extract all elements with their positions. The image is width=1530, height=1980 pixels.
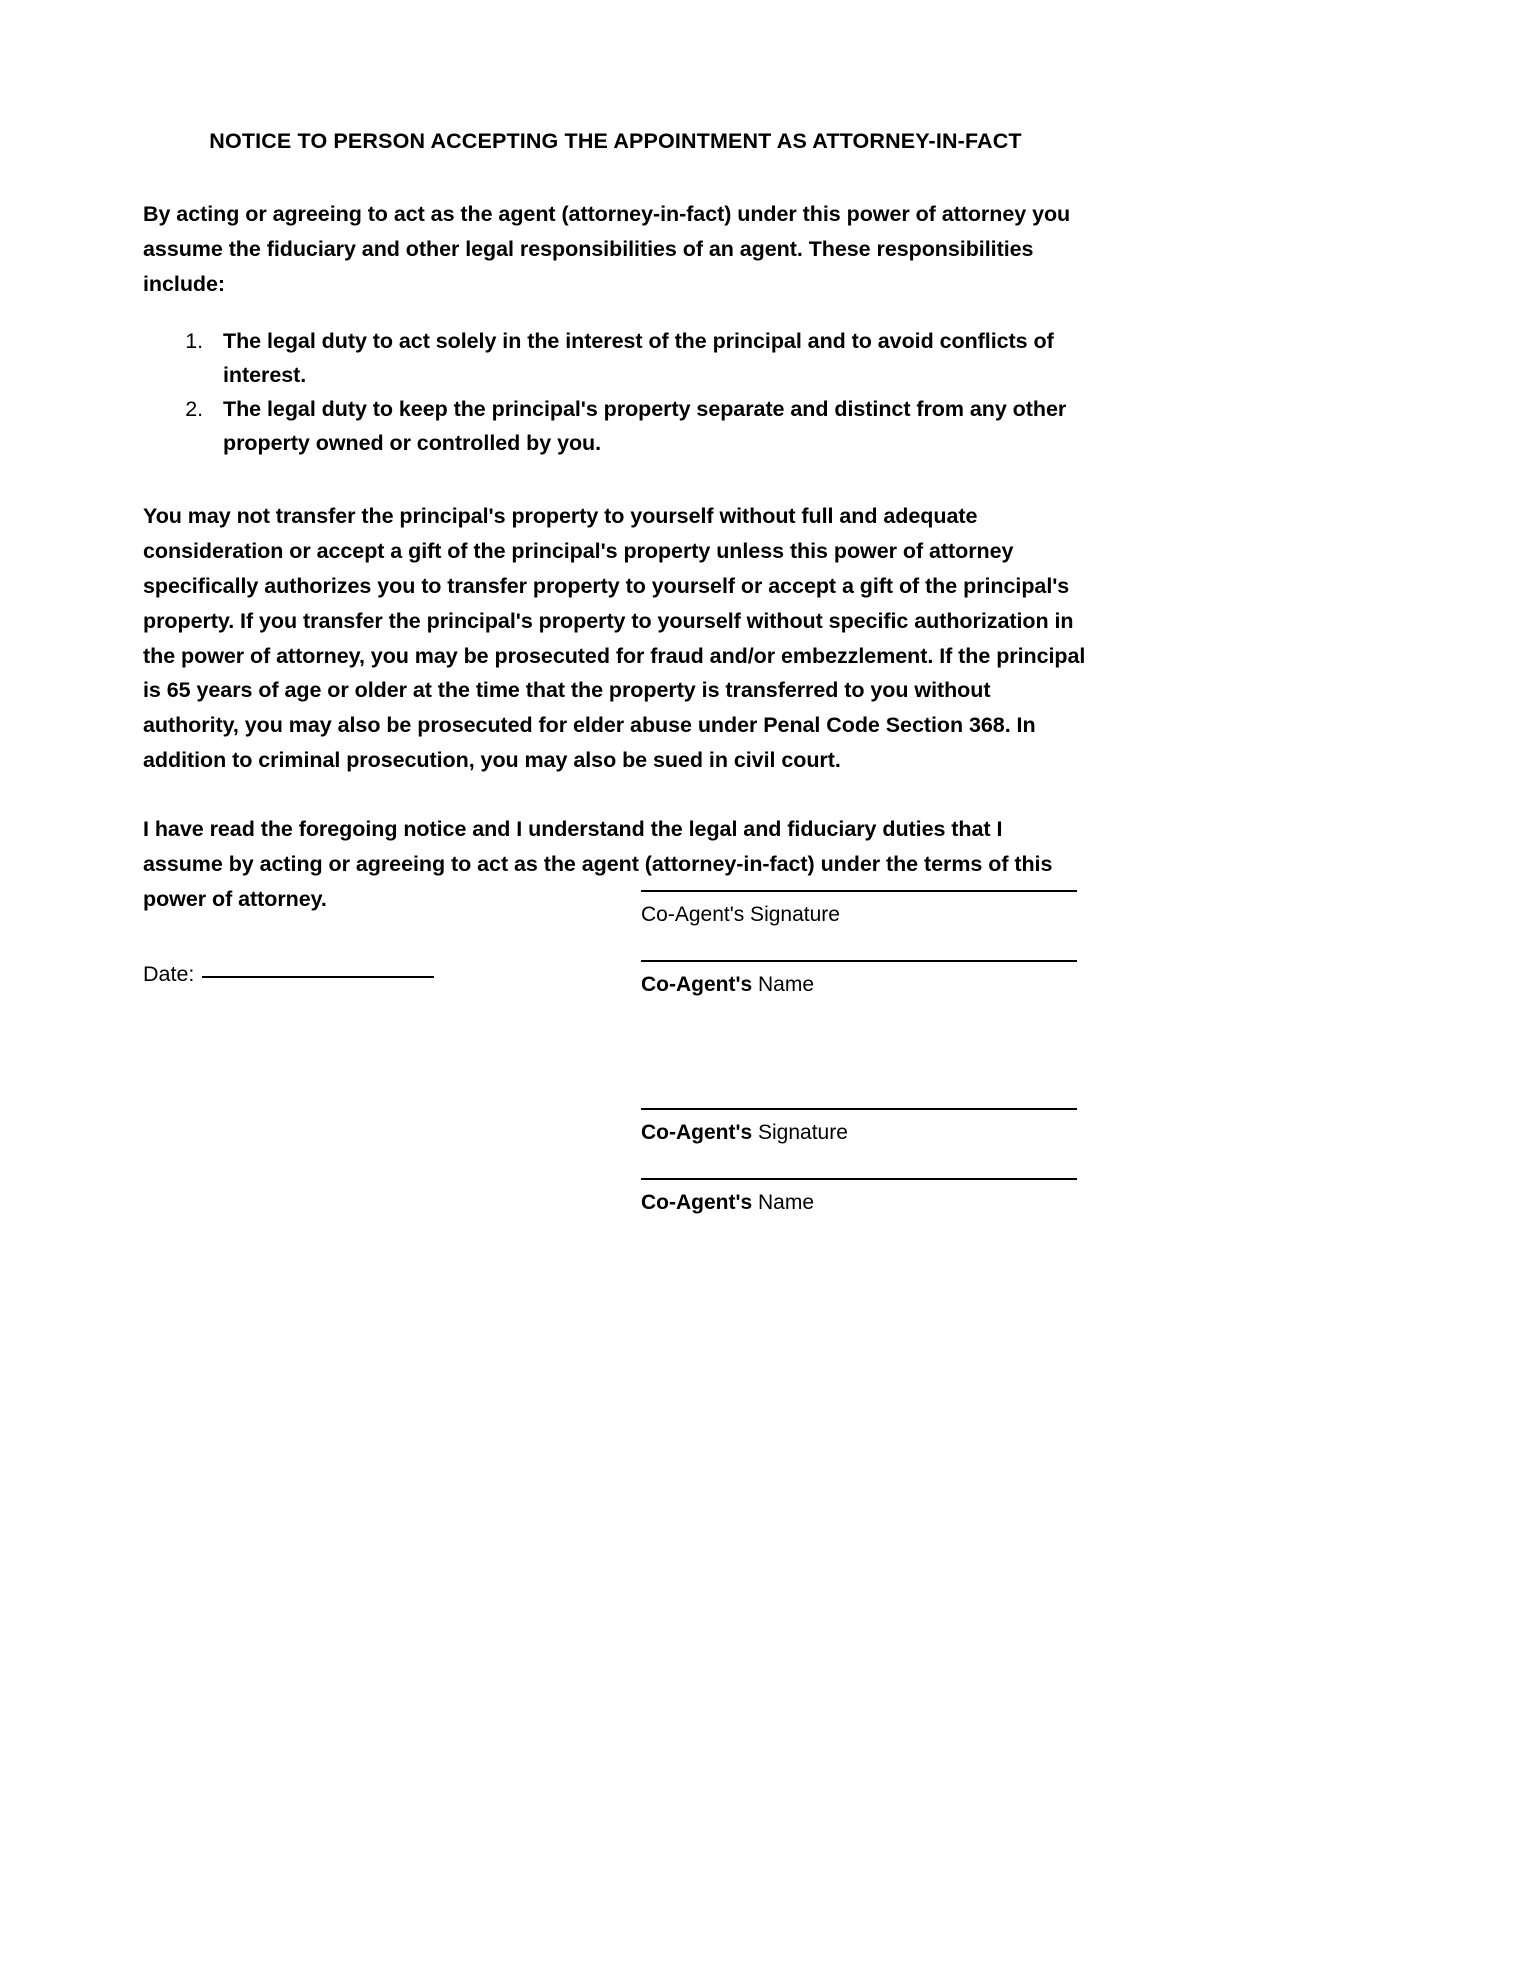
signature-block-co-agent-2-signature	[641, 1108, 1077, 1145]
signature-caption-regular: Name	[752, 973, 815, 996]
signature-caption-bold: Co-Agent's	[641, 1121, 753, 1144]
date-input[interactable]	[202, 976, 434, 978]
warning-paragraph: You may not transfer the principal's property to yourself without full and adequate consideration or accept a gift of the principal's property unless this power of attorney specifically authorizes you to transfer property to yourself or accept a gift of the principal's property. If you transfer the principal's property to yourself without specific authorization in the power of attorney, you may be prosecuted for fraud and/or embezzlement. If the principal is 65 years of age or older at the time that the property is transferred to you without authority, you may also be prosecuted for elder abuse under Penal Code Section 368. In addition to criminal prosecution, you may also be sued in civil court.	[143, 504, 1086, 773]
signature-caption	[641, 973, 1077, 997]
date-label: Date:	[143, 962, 195, 986]
signature-line[interactable]	[641, 890, 1077, 892]
signature-caption-regular: Name	[752, 1191, 815, 1214]
signature-block-co-agent-1-name	[641, 960, 1077, 997]
signature-caption-regular: Co-Agent's Signature	[641, 903, 840, 926]
signature-line[interactable]	[641, 1178, 1077, 1180]
document-body	[143, 128, 1088, 916]
signature-caption-regular: Signature	[752, 1121, 848, 1144]
page-title: NOTICE TO PERSON ACCEPTING THE APPOINTMENT AS ATTORNEY-IN-FACT	[209, 129, 1022, 153]
signature-caption	[641, 903, 1077, 927]
signature-caption-bold: Co-Agent's	[641, 1191, 753, 1214]
signature-block-co-agent-2-name	[641, 1178, 1077, 1215]
signature-line[interactable]	[641, 1108, 1077, 1110]
signature-caption	[641, 1191, 1077, 1215]
signature-caption	[641, 1121, 1077, 1145]
list-item: 2. The legal duty to keep the principal's property separate and distinct from any other property owned or controlled by you.	[209, 393, 1088, 461]
intro-paragraph: By acting or agreeing to act as the agent (attorney-in-fact) under this power of attorney you assume the fiduciary and other legal responsibilities of an agent. These responsibilities include:	[143, 201, 1071, 296]
list-item: 1. The legal duty to act solely in the interest of the principal and to avoid conflicts of interest.	[209, 325, 1088, 393]
signature-block-co-agent-1-signature	[641, 890, 1077, 927]
signature-caption-bold: Co-Agent's	[641, 973, 753, 996]
responsibilities-list	[143, 325, 1088, 461]
signature-line[interactable]	[641, 960, 1077, 962]
date-field-row	[143, 962, 434, 987]
acknowledgment-paragraph: I have read the foregoing notice and I understand the legal and fiduciary duties that I assume by acting or agreeing to act as the agent (attorney-in-fact) under the terms of this power of attorney.	[143, 816, 1053, 911]
